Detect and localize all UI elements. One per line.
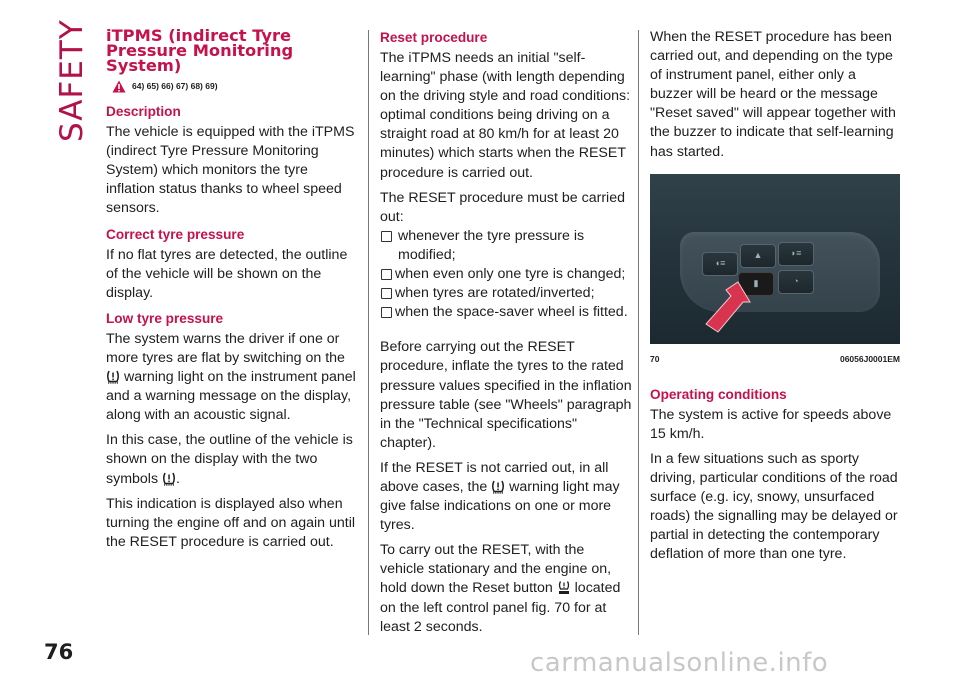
chapter-name: SAFETY <box>54 19 90 142</box>
figure-number: 70 <box>650 353 660 364</box>
reset-intro-text: The iTPMS needs an initial "self-learning" phase (with length depending on the driving style and road conditions: optimal conditions being driving on a straight road at 80 km/h for at least 20 minutes) which starts when the RESET procedure is carried out. <box>380 50 631 181</box>
title-line: Pressure Monitoring <box>106 41 294 60</box>
column-2 <box>380 28 632 643</box>
title-line: System) <box>106 56 182 75</box>
warning-triangle-icon <box>112 80 126 93</box>
tyre-pressure-warning-icon <box>491 479 505 494</box>
correct-pressure-heading: Correct tyre pressure <box>106 226 245 242</box>
warning-references <box>112 77 356 96</box>
list-item: whenever the tyre pressure is modified; <box>380 227 632 265</box>
case-text: In this case, the outline of the vehicle is shown on the display with the two symbols . <box>106 432 353 487</box>
indication-text: This indication is displayed also when turning the engine off and on again until the RESET procedure is carried out. <box>106 495 356 550</box>
page-number: 76 <box>44 640 74 664</box>
section-title <box>106 28 356 73</box>
reset-conditions-list <box>380 227 632 322</box>
list-item: when tyres are rotated/inverted; <box>380 284 632 303</box>
column-3 <box>650 28 902 571</box>
tyre-pressure-warning-icon <box>162 471 176 486</box>
operating-conditions-heading: Operating conditions <box>650 386 787 402</box>
watermark[interactable]: carmanualsonline.info <box>530 648 829 678</box>
before-reset-text: Before carrying out the RESET procedure, inflate the tyres to the rated pressure values specified in the inflation pressure table (see "Wheels" paragraph in the "Technical specifications" chapter). <box>380 339 632 451</box>
fog-light-button: ◖≡ <box>702 252 738 276</box>
operating-text: The system is active for speeds above 15 km/h. <box>650 406 892 442</box>
off-button: ▲ <box>740 244 776 268</box>
column-divider <box>638 30 639 635</box>
reset-button-icon <box>557 580 571 595</box>
chapter-side-label <box>48 19 90 142</box>
list-item: when even only one tyre is changed; <box>380 265 632 284</box>
correct-pressure-text: If no flat tyres are detected, the outline of the vehicle will be shown on the display. <box>106 246 348 301</box>
situations-text: In a few situations such as sporty driving, particular conditions of the road surface (e.g. icy, snowy, unsurfaced roads) the signalling may be delayed or partial in detecting the contemporary deflation of more than one tyre. <box>650 450 898 563</box>
reset-done-text: When the RESET procedure has been carried out, and depending on the type of instrument panel, either only a buzzer will be heard or the message "Reset saved" will appear together with the buzzer to indicate that self-learning has started. <box>650 29 896 160</box>
reference-numbers: 64) 65) 66) 67) 68) 69) <box>132 81 218 91</box>
low-pressure-text: The system warns the driver if one or more tyres are flat by switching on the warning light on the instrument panel and a warning message on the display, along with an acoustic signal. <box>106 330 356 424</box>
tyre-pressure-warning-icon <box>106 369 120 384</box>
column-1 <box>106 28 356 558</box>
must-carry-out-text: The RESET procedure must be carried out: <box>380 189 625 225</box>
carry-out-reset-text: To carry out the RESET, with the vehicle stationary and the engine on, hold down the Reset button located on the left control panel fig. 70 for at least 2 seconds. <box>380 542 621 635</box>
low-pressure-heading: Low tyre pressure <box>106 310 224 326</box>
list-item: when the space-saver wheel is fitted. <box>380 303 632 322</box>
pointer-arrow-icon <box>688 280 758 340</box>
description-text: The vehicle is equipped with the iTPMS (indirect Tyre Pressure Monitoring System) which monitors the tyre inflation status thanks to wheel speed sensors. <box>106 124 355 217</box>
rear-fog-button: ◗≡ <box>778 242 814 266</box>
figure-caption <box>650 350 900 369</box>
not-reset-text: If the RESET is not carried out, in all above cases, the warning light may give false indications on one or more tyres. <box>380 459 620 534</box>
title-line: iTPMS (indirect Tyre <box>106 26 292 45</box>
description-heading: Description <box>106 104 181 120</box>
figure-code: 06056J0001EM <box>839 353 900 364</box>
figure-reset-button-photo <box>650 174 900 344</box>
reset-procedure-heading: Reset procedure <box>380 30 488 45</box>
reset-button-in-photo: ▮ <box>738 272 774 296</box>
lamp-button: ◔ <box>778 270 814 294</box>
column-divider <box>368 30 369 635</box>
